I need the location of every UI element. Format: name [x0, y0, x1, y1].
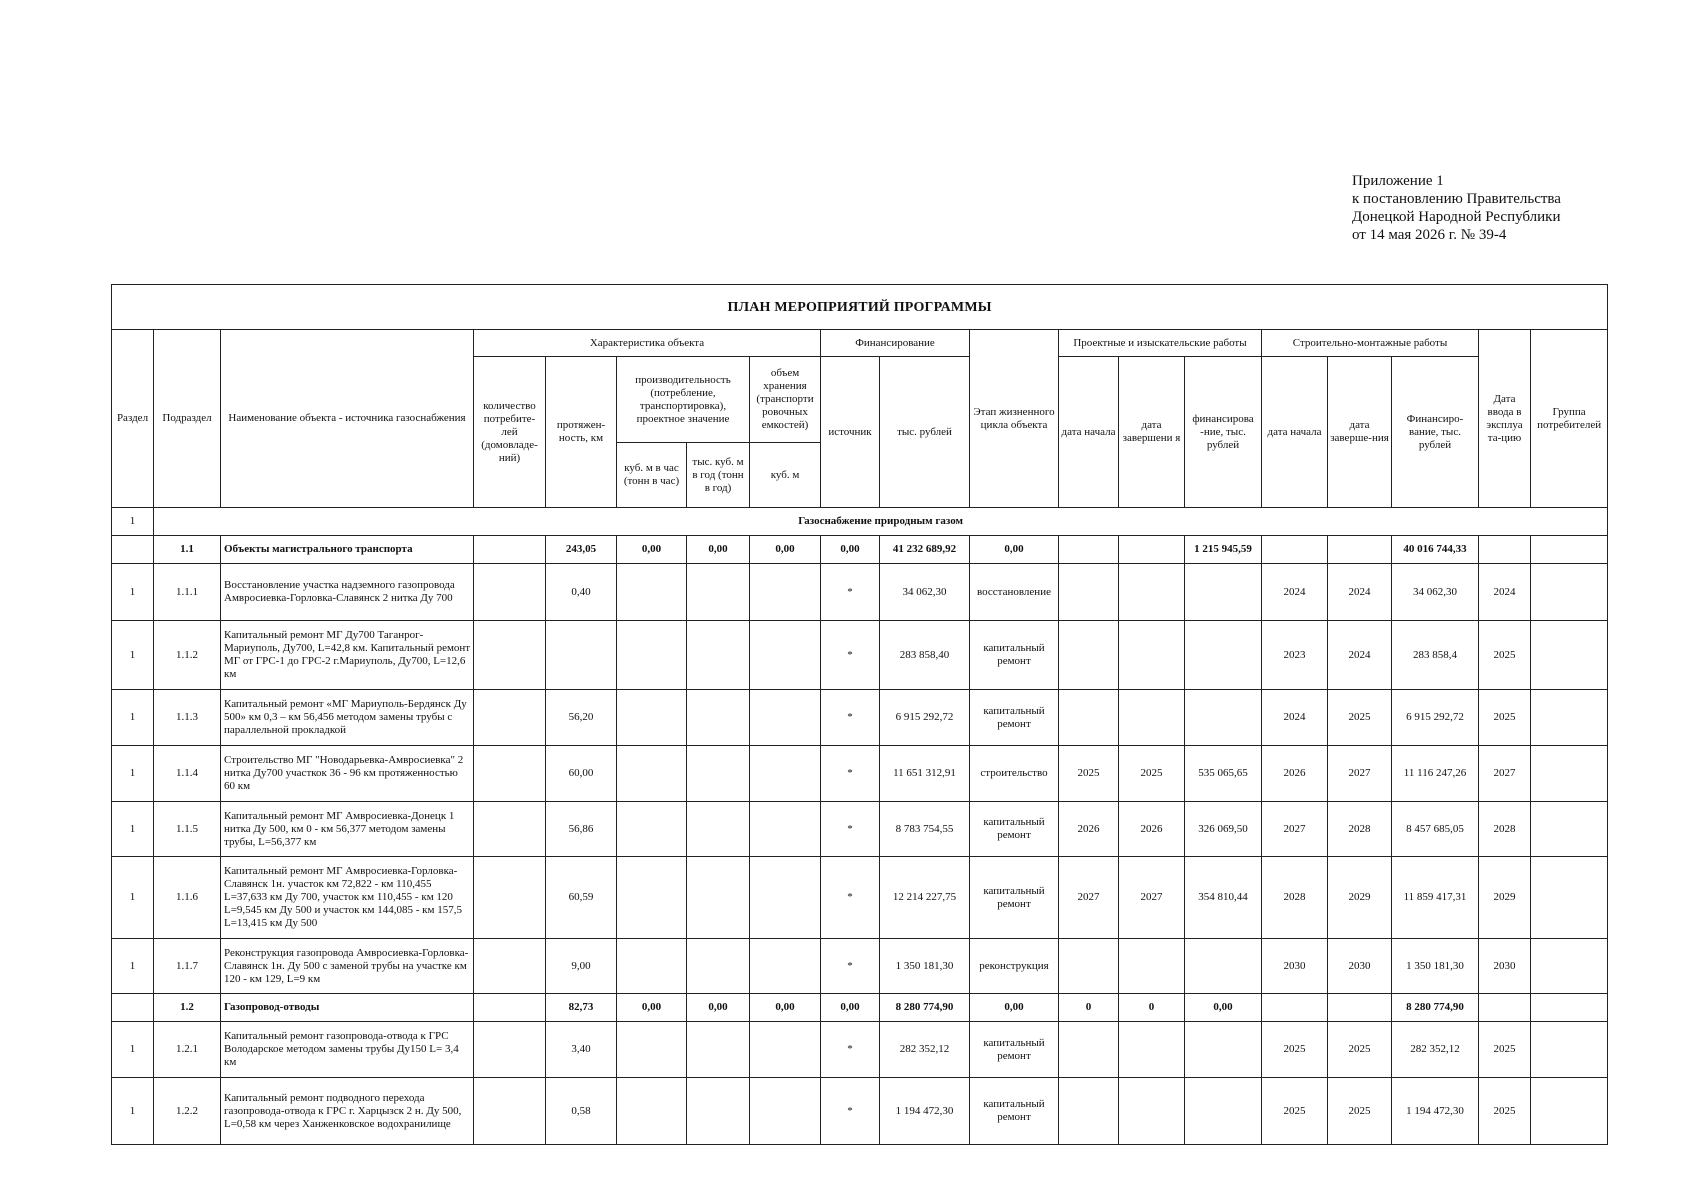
constr-end-cell: 2025	[1328, 1022, 1392, 1078]
header-group: Группа потребителей	[1531, 330, 1608, 508]
razdel-cell: 1	[112, 621, 154, 690]
subsection-number: 1.1.1	[154, 564, 221, 621]
design-start-cell	[1059, 621, 1119, 690]
object-name: Капитальный ремонт МГ Амвросиевка-Горловка-Славянск 1н. участок км 72,822 - км 110,455 L=37,633 км Ду 700, участок км 110,455 - км 120 L=9,545 км Ду 500 и участок км 144,085 - км 157,5 L=13,415 км Ду 500	[221, 857, 474, 939]
consumers-cell	[474, 746, 546, 802]
header-fin-thous: тыс. рублей	[880, 357, 970, 508]
constr-end-cell: 2028	[1328, 802, 1392, 857]
design-fin-cell	[1185, 1022, 1262, 1078]
design-fin-cell	[1185, 1078, 1262, 1145]
prod-year-cell: 0,00	[687, 536, 750, 564]
design-start-cell	[1059, 564, 1119, 621]
group-cell	[1531, 746, 1608, 802]
stage-cell: 0,00	[970, 994, 1059, 1022]
stage-cell: восстановление	[970, 564, 1059, 621]
commission-cell: 2029	[1479, 857, 1531, 939]
table-row	[112, 746, 1608, 802]
length-cell: 60,00	[546, 746, 617, 802]
header-prod-year: тыс. куб. м в год (тонн в год)	[687, 443, 750, 508]
header-razdel: Раздел	[112, 330, 154, 508]
header-constr-end: дата заверше-ния	[1328, 357, 1392, 508]
storage-cell	[750, 1022, 821, 1078]
financing-cell: 283 858,40	[880, 621, 970, 690]
table-row	[112, 1078, 1608, 1145]
design-end-cell: 2026	[1119, 802, 1185, 857]
constr-end-cell: 2027	[1328, 746, 1392, 802]
constr-start-cell: 2025	[1262, 1022, 1328, 1078]
constr-fin-cell: 1 350 181,30	[1392, 939, 1479, 994]
header-source: источник	[821, 357, 880, 508]
source-cell: 0,00	[821, 536, 880, 564]
group-cell	[1531, 1022, 1608, 1078]
subsection-number: 1.1.5	[154, 802, 221, 857]
length-cell: 243,05	[546, 536, 617, 564]
prod-hour-cell: 0,00	[617, 994, 687, 1022]
prod-hour-cell	[617, 621, 687, 690]
design-end-cell	[1119, 1078, 1185, 1145]
constr-start-cell: 2025	[1262, 1078, 1328, 1145]
header-constr-fin: Финансиро-вание, тыс. рублей	[1392, 357, 1479, 508]
financing-cell: 41 232 689,92	[880, 536, 970, 564]
constr-start-cell: 2023	[1262, 621, 1328, 690]
table-row	[112, 621, 1608, 690]
financing-cell: 8 280 774,90	[880, 994, 970, 1022]
group-cell	[1531, 621, 1608, 690]
constr-end-cell: 2024	[1328, 621, 1392, 690]
section-row	[112, 508, 1608, 536]
object-name: Строительство МГ "Новодарьевка-Амвросиевка" 2 нитка Ду700 участкок 36 - 96 км протяженностью 60 км	[221, 746, 474, 802]
header-financing: Финансирование	[821, 330, 970, 357]
constr-fin-cell: 40 016 744,33	[1392, 536, 1479, 564]
table-row	[112, 1022, 1608, 1078]
header-design-fin: финансирова -ние, тыс. рублей	[1185, 357, 1262, 508]
length-cell: 3,40	[546, 1022, 617, 1078]
header-consumers: количество потребите-лей (домовладе-ний)	[474, 357, 546, 508]
source-cell: *	[821, 1022, 880, 1078]
consumers-cell	[474, 564, 546, 621]
design-fin-cell: 354 810,44	[1185, 857, 1262, 939]
design-end-cell	[1119, 621, 1185, 690]
constr-end-cell	[1328, 536, 1392, 564]
length-cell: 56,20	[546, 690, 617, 746]
financing-cell: 34 062,30	[880, 564, 970, 621]
appendix-line: от 14 мая 2026 г. № 39-4	[1352, 227, 1507, 243]
constr-start-cell: 2026	[1262, 746, 1328, 802]
constr-end-cell: 2025	[1328, 690, 1392, 746]
consumers-cell	[474, 994, 546, 1022]
design-fin-cell: 0,00	[1185, 994, 1262, 1022]
consumers-cell	[474, 690, 546, 746]
razdel-cell	[112, 994, 154, 1022]
header-commission: Дата ввода в эксплуа та-цию	[1479, 330, 1531, 508]
constr-fin-cell: 11 116 247,26	[1392, 746, 1479, 802]
design-end-cell	[1119, 564, 1185, 621]
object-name: Капитальный ремонт «МГ Мариуполь-Бердянск Ду 500» км 0,3 – км 56,456 методом замены трубы с параллельной прокладкой	[221, 690, 474, 746]
constr-fin-cell: 283 858,4	[1392, 621, 1479, 690]
constr-start-cell: 2024	[1262, 690, 1328, 746]
source-cell: 0,00	[821, 994, 880, 1022]
design-end-cell	[1119, 939, 1185, 994]
group-cell	[1531, 564, 1608, 621]
constr-end-cell: 2030	[1328, 939, 1392, 994]
subsection-name: Объекты магистрального транспорта	[221, 536, 474, 564]
object-name: Восстановление участка надземного газопровода Амвросиевка-Горловка-Славянск 2 нитка Ду 700	[221, 564, 474, 621]
header-prod-hour: куб. м в час (тонн в час)	[617, 443, 687, 508]
constr-start-cell	[1262, 994, 1328, 1022]
commission-cell	[1479, 536, 1531, 564]
constr-end-cell: 2024	[1328, 564, 1392, 621]
consumers-cell	[474, 1022, 546, 1078]
section-title: Газоснабжение природным газом	[154, 508, 1608, 536]
stage-cell: капитальный ремонт	[970, 690, 1059, 746]
group-cell	[1531, 690, 1608, 746]
razdel-cell: 1	[112, 939, 154, 994]
commission-cell: 2025	[1479, 621, 1531, 690]
prod-year-cell	[687, 1022, 750, 1078]
design-fin-cell: 1 215 945,59	[1185, 536, 1262, 564]
table-row	[112, 857, 1608, 939]
header-storage: объем хранения (транспорти ровочных емкостей)	[750, 357, 821, 443]
prod-hour-cell	[617, 802, 687, 857]
table-row	[112, 802, 1608, 857]
header-design-end: дата завершени я	[1119, 357, 1185, 508]
prod-year-cell: 0,00	[687, 994, 750, 1022]
design-end-cell: 2025	[1119, 746, 1185, 802]
financing-cell: 1 350 181,30	[880, 939, 970, 994]
header-podrazdel: Подраздел	[154, 330, 221, 508]
storage-cell	[750, 939, 821, 994]
design-fin-cell: 535 065,65	[1185, 746, 1262, 802]
commission-cell: 2024	[1479, 564, 1531, 621]
object-name: Капитальный ремонт газопровода-отвода к ГРС Володарское методом замены трубы Ду150 L= 3,4 км	[221, 1022, 474, 1078]
header-productivity: производительность (потребление, транспортировка), проектное значение	[617, 357, 750, 443]
razdel-cell: 1	[112, 857, 154, 939]
group-cell	[1531, 857, 1608, 939]
design-start-cell: 2026	[1059, 802, 1119, 857]
stage-cell: 0,00	[970, 536, 1059, 564]
subsection-number: 1.2.2	[154, 1078, 221, 1145]
storage-cell	[750, 802, 821, 857]
constr-start-cell: 2030	[1262, 939, 1328, 994]
header-name: Наименование объекта - источника газоснабжения	[221, 330, 474, 508]
constr-end-cell	[1328, 994, 1392, 1022]
design-end-cell	[1119, 1022, 1185, 1078]
financing-cell: 1 194 472,30	[880, 1078, 970, 1145]
constr-fin-cell: 8 280 774,90	[1392, 994, 1479, 1022]
constr-start-cell: 2024	[1262, 564, 1328, 621]
source-cell: *	[821, 857, 880, 939]
appendix-block	[1352, 172, 1561, 244]
header-characteristic: Характеристика объекта	[474, 330, 821, 357]
subsection-number: 1.1	[154, 536, 221, 564]
financing-cell: 8 783 754,55	[880, 802, 970, 857]
design-fin-cell	[1185, 939, 1262, 994]
subsection-number: 1.1.3	[154, 690, 221, 746]
prod-hour-cell	[617, 857, 687, 939]
length-cell: 60,59	[546, 857, 617, 939]
source-cell: *	[821, 802, 880, 857]
financing-cell: 12 214 227,75	[880, 857, 970, 939]
header-design: Проектные и изыскательские работы	[1059, 330, 1262, 357]
length-cell: 82,73	[546, 994, 617, 1022]
razdel-cell: 1	[112, 564, 154, 621]
constr-end-cell: 2029	[1328, 857, 1392, 939]
object-name: Капитальный ремонт подводного перехода газопровода-отвода к ГРС г. Харцызск 2 н. Ду 500, L=0,58 км через Ханженковское водохранилище	[221, 1078, 474, 1145]
consumers-cell	[474, 1078, 546, 1145]
table-title: ПЛАН МЕРОПРИЯТИЙ ПРОГРАММЫ	[112, 285, 1608, 330]
header-design-start: дата начала	[1059, 357, 1119, 508]
design-end-cell: 2027	[1119, 857, 1185, 939]
commission-cell: 2027	[1479, 746, 1531, 802]
prod-year-cell	[687, 802, 750, 857]
storage-cell	[750, 1078, 821, 1145]
source-cell: *	[821, 564, 880, 621]
source-cell: *	[821, 621, 880, 690]
prod-year-cell	[687, 939, 750, 994]
subsection-number: 1.2.1	[154, 1022, 221, 1078]
subsection-number: 1.1.2	[154, 621, 221, 690]
source-cell: *	[821, 939, 880, 994]
header-stage: Этап жизненного цикла объекта	[970, 330, 1059, 508]
table-row	[112, 564, 1608, 621]
storage-cell	[750, 690, 821, 746]
design-fin-cell	[1185, 621, 1262, 690]
design-fin-cell: 326 069,50	[1185, 802, 1262, 857]
appendix-line: Донецкой Народной Республики	[1352, 209, 1561, 225]
razdel-cell: 1	[112, 802, 154, 857]
object-name: Капитальный ремонт МГ Амвросиевка-Донецк 1 нитка Ду 500, км 0 - км 56,377 методом замены трубы, L=56,377 км	[221, 802, 474, 857]
consumers-cell	[474, 857, 546, 939]
financing-cell: 282 352,12	[880, 1022, 970, 1078]
table-row	[112, 690, 1608, 746]
stage-cell: капитальный ремонт	[970, 1022, 1059, 1078]
commission-cell: 2025	[1479, 690, 1531, 746]
object-name: Капитальный ремонт МГ Ду700 Таганрог-Мариуполь, Ду700, L=42,8 км. Капитальный ремонт МГ от ГРС-1 до ГРС-2 г.Мариуполь, Ду700, L=12,6 км	[221, 621, 474, 690]
constr-fin-cell: 1 194 472,30	[1392, 1078, 1479, 1145]
storage-cell	[750, 564, 821, 621]
subsection-name: Газопровод-отводы	[221, 994, 474, 1022]
subsection-number: 1.1.6	[154, 857, 221, 939]
length-cell: 0,40	[546, 564, 617, 621]
stage-cell: капитальный ремонт	[970, 621, 1059, 690]
consumers-cell	[474, 802, 546, 857]
razdel-cell: 1	[112, 746, 154, 802]
design-fin-cell	[1185, 564, 1262, 621]
razdel-cell	[112, 536, 154, 564]
commission-cell: 2025	[1479, 1078, 1531, 1145]
length-cell	[546, 621, 617, 690]
design-fin-cell	[1185, 690, 1262, 746]
stage-cell: капитальный ремонт	[970, 1078, 1059, 1145]
design-end-cell	[1119, 536, 1185, 564]
commission-cell: 2025	[1479, 1022, 1531, 1078]
storage-cell: 0,00	[750, 994, 821, 1022]
constr-fin-cell: 34 062,30	[1392, 564, 1479, 621]
prod-year-cell	[687, 857, 750, 939]
header-constr-start: дата начала	[1262, 357, 1328, 508]
razdel-cell: 1	[112, 690, 154, 746]
header-storage-unit: куб. м	[750, 443, 821, 508]
prod-year-cell	[687, 1078, 750, 1145]
prod-hour-cell	[617, 1078, 687, 1145]
plan-table	[111, 284, 1608, 1145]
financing-cell: 6 915 292,72	[880, 690, 970, 746]
razdel-cell: 1	[112, 1078, 154, 1145]
constr-fin-cell: 8 457 685,05	[1392, 802, 1479, 857]
length-cell: 9,00	[546, 939, 617, 994]
prod-year-cell	[687, 690, 750, 746]
prod-year-cell	[687, 746, 750, 802]
group-cell	[1531, 1078, 1608, 1145]
group-cell	[1531, 994, 1608, 1022]
commission-cell: 2030	[1479, 939, 1531, 994]
subsection-row	[112, 994, 1608, 1022]
constr-start-cell	[1262, 536, 1328, 564]
constr-fin-cell: 282 352,12	[1392, 1022, 1479, 1078]
appendix-line: Приложение 1	[1352, 173, 1444, 189]
consumers-cell	[474, 939, 546, 994]
stage-cell: капитальный ремонт	[970, 857, 1059, 939]
prod-hour-cell	[617, 690, 687, 746]
section-number: 1	[112, 508, 154, 536]
razdel-cell: 1	[112, 1022, 154, 1078]
storage-cell	[750, 621, 821, 690]
group-cell	[1531, 536, 1608, 564]
design-start-cell	[1059, 939, 1119, 994]
source-cell: *	[821, 746, 880, 802]
table-row	[112, 939, 1608, 994]
prod-hour-cell: 0,00	[617, 536, 687, 564]
design-start-cell	[1059, 1078, 1119, 1145]
stage-cell: реконструкция	[970, 939, 1059, 994]
design-start-cell: 2025	[1059, 746, 1119, 802]
header-length: протяжен-ность, км	[546, 357, 617, 508]
subsection-row	[112, 536, 1608, 564]
constr-end-cell: 2025	[1328, 1078, 1392, 1145]
object-name: Реконструкция газопровода Амвросиевка-Горловка-Славянск 1н. Ду 500 с заменой трубы на участке км 120 - км 129, L=9 км	[221, 939, 474, 994]
constr-start-cell: 2027	[1262, 802, 1328, 857]
prod-hour-cell	[617, 746, 687, 802]
storage-cell: 0,00	[750, 536, 821, 564]
constr-start-cell: 2028	[1262, 857, 1328, 939]
constr-fin-cell: 6 915 292,72	[1392, 690, 1479, 746]
design-end-cell	[1119, 690, 1185, 746]
stage-cell: капитальный ремонт	[970, 802, 1059, 857]
design-start-cell	[1059, 690, 1119, 746]
storage-cell	[750, 857, 821, 939]
design-start-cell	[1059, 536, 1119, 564]
header-construction: Строительно-монтажные работы	[1262, 330, 1479, 357]
length-cell: 56,86	[546, 802, 617, 857]
subsection-number: 1.1.7	[154, 939, 221, 994]
commission-cell: 2028	[1479, 802, 1531, 857]
commission-cell	[1479, 994, 1531, 1022]
storage-cell	[750, 746, 821, 802]
source-cell: *	[821, 690, 880, 746]
design-end-cell: 0	[1119, 994, 1185, 1022]
length-cell: 0,58	[546, 1078, 617, 1145]
consumers-cell	[474, 536, 546, 564]
subsection-number: 1.1.4	[154, 746, 221, 802]
group-cell	[1531, 939, 1608, 994]
prod-year-cell	[687, 621, 750, 690]
consumers-cell	[474, 621, 546, 690]
prod-hour-cell	[617, 564, 687, 621]
prod-year-cell	[687, 564, 750, 621]
stage-cell: строительство	[970, 746, 1059, 802]
subsection-number: 1.2	[154, 994, 221, 1022]
prod-hour-cell	[617, 1022, 687, 1078]
design-start-cell: 0	[1059, 994, 1119, 1022]
prod-hour-cell	[617, 939, 687, 994]
source-cell: *	[821, 1078, 880, 1145]
group-cell	[1531, 802, 1608, 857]
design-start-cell: 2027	[1059, 857, 1119, 939]
financing-cell: 11 651 312,91	[880, 746, 970, 802]
constr-fin-cell: 11 859 417,31	[1392, 857, 1479, 939]
design-start-cell	[1059, 1022, 1119, 1078]
appendix-line: к постановлению Правительства	[1352, 191, 1561, 207]
